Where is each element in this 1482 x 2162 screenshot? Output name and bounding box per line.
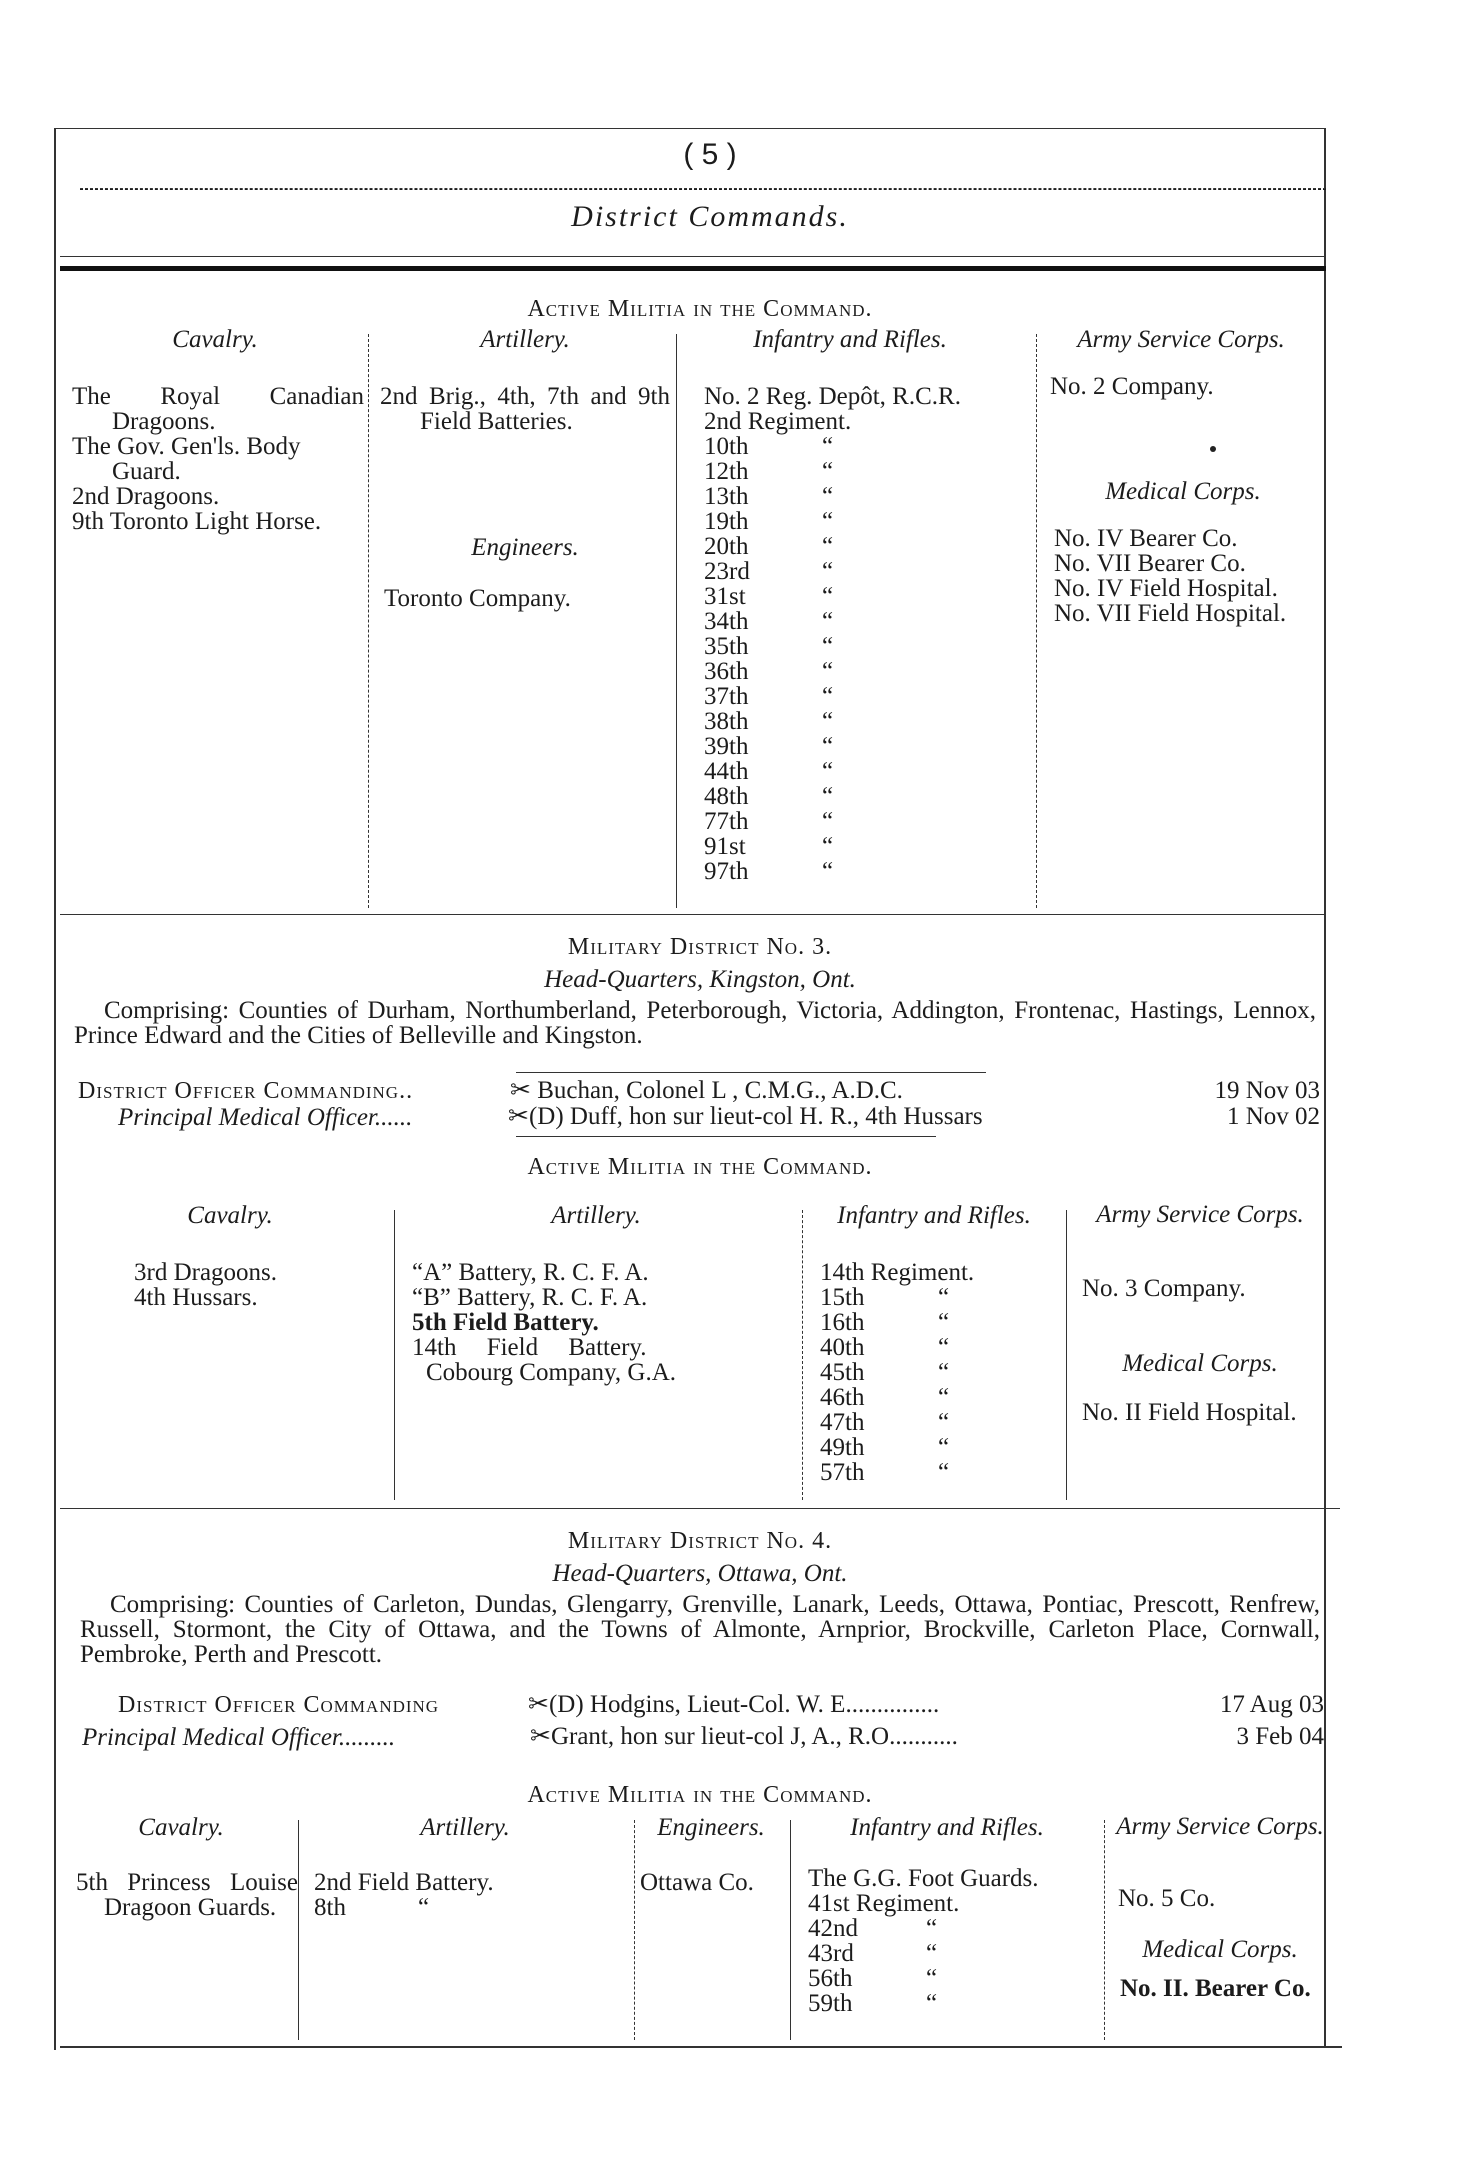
cavalry-heading: Cavalry. [138, 1814, 224, 1841]
cavalry-heading: Cavalry. [187, 1202, 273, 1229]
header-double-rule-2 [60, 266, 1326, 271]
bullet-mark [1210, 446, 1216, 452]
list-item: The G.G. Foot Guards. [808, 1865, 1039, 1892]
active-militia-heading: Active Militia in the Command. [527, 1154, 873, 1180]
list-item: 2nd Field Battery. [314, 1869, 494, 1896]
list-item: Cobourg Company, G.A. [426, 1359, 676, 1386]
comprising-label: Comprising: [110, 1591, 236, 1618]
cavalry-list [134, 1260, 384, 1310]
district-4-pmo-row [82, 1724, 1324, 1752]
comprising-text: Counties of Durham, Northumberland, Peterborough, Victoria, Addington, Frontenac, Hastings, Lennox, Prince Edward and the Cities of Belleville and Kingston. [74, 997, 1316, 1049]
list-item: 42nd “ [808, 1915, 938, 1942]
list-item: No. 2 Company. [1050, 373, 1214, 400]
infantry-heading: Infantry and Rifles. [837, 1202, 1031, 1229]
district-3-comprising [74, 998, 1316, 1048]
active-militia-heading: Active Militia in the Command. [527, 1782, 873, 1808]
list-item: 57th “ [820, 1459, 950, 1486]
list-item: 36th “ [704, 658, 834, 685]
pmo-name: ✂(D) Duff, hon sur lieut-col H. R., 4th Hussars [508, 1103, 983, 1130]
district-4-doc-row [118, 1692, 1324, 1720]
doc-name: ✂(D) Hodgins, Lieut-Col. W. E............... [528, 1691, 940, 1718]
list-item: 8th “ [314, 1894, 430, 1921]
list-item: 2nd Dragoons. [72, 483, 220, 510]
list-item: 5th Field Battery. [412, 1309, 599, 1336]
list-item: 40th “ [820, 1334, 950, 1361]
header-double-rule-1 [60, 256, 1326, 257]
medical-heading: Medical Corps. [1105, 478, 1261, 505]
list-item: No. IV Field Hospital. [1054, 575, 1278, 602]
list-item: 91st “ [704, 833, 834, 860]
list-item: 46th “ [820, 1384, 950, 1411]
column-divider [298, 1820, 299, 2040]
list-item: No. 2 Reg. Depôt, R.C.R. [704, 383, 961, 410]
column-divider [802, 1210, 803, 1500]
list-item: No. II Field Hospital. [1082, 1399, 1297, 1426]
list-item: No. 5 Co. [1118, 1885, 1216, 1912]
list-item: 35th “ [704, 633, 834, 660]
section-title: District Commands. [571, 200, 849, 233]
artillery-heading: Artillery. [420, 1814, 510, 1841]
cavalry-heading: Cavalry. [172, 326, 258, 353]
doc-label: District Officer Commanding [118, 1692, 440, 1718]
medical-heading: Medical Corps. [1142, 1936, 1298, 1963]
list-item: 48th “ [704, 783, 834, 810]
list-item: 56th “ [808, 1965, 938, 1992]
list-item: Toronto Company. [384, 585, 571, 612]
doc-label: District Officer Commanding.. [78, 1078, 414, 1104]
artillery-heading: Artillery. [551, 1202, 641, 1229]
asc-list [1118, 1886, 1328, 1911]
engineers-list [640, 1870, 790, 1895]
list-item: 14th Regiment. [820, 1259, 975, 1286]
medical-list [1120, 1976, 1320, 2001]
pmo-label: Principal Medical Officer......... [82, 1724, 396, 1751]
frame-right-rule [1324, 128, 1326, 2046]
list-item: 4th Hussars. [134, 1284, 258, 1311]
district-3-title: Military District No. 3. [567, 934, 833, 960]
list-item: No. IV Bearer Co. [1054, 525, 1238, 552]
header-rule [80, 188, 1326, 190]
district-4-title: Military District No. 4. [567, 1528, 833, 1554]
appointment-rule [516, 1136, 936, 1137]
list-item: 15th “ [820, 1284, 950, 1311]
list-item: The Gov. Gen'ls. Body Guard. [72, 433, 301, 485]
cavalry-list [72, 384, 364, 534]
list-item: 31st “ [704, 583, 834, 610]
appointment-rule [516, 1072, 986, 1073]
list-item: 2nd Regiment. [704, 408, 852, 435]
list-item: 23rd “ [704, 558, 834, 585]
list-item: 44th “ [704, 758, 834, 785]
list-item: 41st Regiment. [808, 1890, 960, 1917]
list-item: 12th “ [704, 458, 834, 485]
list-item: 5th Princess Louise Dragoon Guards. [76, 1869, 298, 1921]
comprising-label: Comprising: [104, 997, 230, 1024]
section-rule [60, 1508, 1340, 1509]
pmo-date: 1 Nov 02 [1226, 1103, 1320, 1130]
frame-bottom-rule [60, 2046, 1342, 2048]
list-item: 16th “ [820, 1309, 950, 1336]
list-item: 9th Toronto Light Horse. [72, 508, 322, 535]
infantry-heading: Infantry and Rifles. [850, 1814, 1044, 1841]
list-item: No. VII Field Hospital. [1054, 600, 1287, 627]
list-item: 10th “ [704, 433, 834, 460]
asc-heading: Army Service Corps. [1096, 1201, 1304, 1228]
list-item: 13th “ [704, 483, 834, 510]
frame-top-rule [55, 128, 1325, 129]
doc-date: 19 Nov 03 [1214, 1077, 1320, 1104]
medical-list [1054, 526, 1322, 626]
list-item: 38th “ [704, 708, 834, 735]
district-4-hq: Head-Quarters, Ottawa, Ont. [552, 1560, 848, 1587]
infantry-list [704, 384, 1034, 884]
artillery-list [380, 384, 670, 434]
list-item: “A” Battery, R. C. F. A. [412, 1259, 649, 1286]
district-3-doc-row [78, 1078, 1320, 1106]
engineers-heading: Engineers. [471, 534, 579, 561]
infantry-list [820, 1260, 1060, 1485]
column-divider [1066, 1210, 1067, 1500]
artillery-list [314, 1870, 624, 1920]
column-divider [790, 1820, 791, 2040]
pmo-date: 3 Feb 04 [1236, 1723, 1324, 1750]
list-item: 2nd Brig., 4th, 7th and 9th Field Batteries. [380, 383, 670, 435]
list-item: The Royal Canadian Dragoons. [72, 383, 364, 435]
engineers-heading: Engineers. [657, 1814, 765, 1841]
section-rule [60, 914, 1326, 915]
asc-heading: Army Service Corps. [1116, 1813, 1324, 1840]
district-3-hq: Head-Quarters, Kingston, Ont. [544, 966, 856, 993]
infantry-list [808, 1866, 1108, 2016]
list-item: 49th “ [820, 1434, 950, 1461]
list-item: “B” Battery, R. C. F. A. [412, 1284, 648, 1311]
list-item: 77th “ [704, 808, 834, 835]
column-divider [634, 1820, 635, 2040]
list-item: 3rd Dragoons. [134, 1259, 278, 1286]
artillery-heading: Artillery. [480, 326, 570, 353]
infantry-heading: Infantry and Rifles. [753, 326, 947, 353]
pmo-name: ✂Grant, hon sur lieut-col J, A., R.O........... [530, 1723, 958, 1750]
list-item: 47th “ [820, 1409, 950, 1436]
district-3-pmo-row [78, 1104, 1320, 1132]
list-item: No. II. Bearer Co. [1120, 1975, 1311, 2002]
list-item: 14th Field Battery. [412, 1334, 647, 1361]
list-item: No. VII Bearer Co. [1054, 550, 1246, 577]
list-item: 59th “ [808, 1990, 938, 2017]
active-militia-heading: Active Militia in the Command. [527, 296, 873, 322]
medical-list [1082, 1400, 1322, 1425]
artillery-list [412, 1260, 752, 1385]
cavalry-list [76, 1870, 298, 1920]
doc-name: ✂ Buchan, Colonel L , C.M.G., A.D.C. [510, 1077, 903, 1104]
list-item: 43rd “ [808, 1940, 938, 1967]
list-item: 34th “ [704, 608, 834, 635]
list-item: 97th “ [704, 858, 834, 885]
doc-date: 17 Aug 03 [1219, 1691, 1324, 1718]
list-item: 20th “ [704, 533, 834, 560]
page-number: ( 5 ) [683, 138, 737, 171]
comprising-text: Counties of Carleton, Dundas, Glengarry, Grenville, Lanark, Leeds, Ottawa, Pontiac, Prescott, Renfrew, Russell, Stormont, the City of Ottawa, and the Towns of Almonte, Arnprior, Brockville, Carleton Place, Cornwall, Pembroke, Perth and Prescott. [80, 1591, 1321, 1668]
pmo-label: Principal Medical Officer...... [118, 1104, 413, 1131]
asc-list [1082, 1276, 1322, 1301]
column-divider [368, 334, 369, 908]
column-divider [676, 334, 677, 908]
list-item: 45th “ [820, 1359, 950, 1386]
asc-list [1050, 374, 1320, 399]
frame-left-rule [54, 128, 56, 2050]
list-item: 39th “ [704, 733, 834, 760]
column-divider [394, 1210, 395, 1500]
medical-heading: Medical Corps. [1122, 1350, 1278, 1377]
list-item: 19th “ [704, 508, 834, 535]
district-4-comprising [80, 1592, 1320, 1667]
list-item: 37th “ [704, 683, 834, 710]
asc-heading: Army Service Corps. [1077, 326, 1285, 353]
list-item: Ottawa Co. [640, 1869, 754, 1896]
list-item: No. 3 Company. [1082, 1275, 1246, 1302]
column-divider [1036, 334, 1037, 908]
